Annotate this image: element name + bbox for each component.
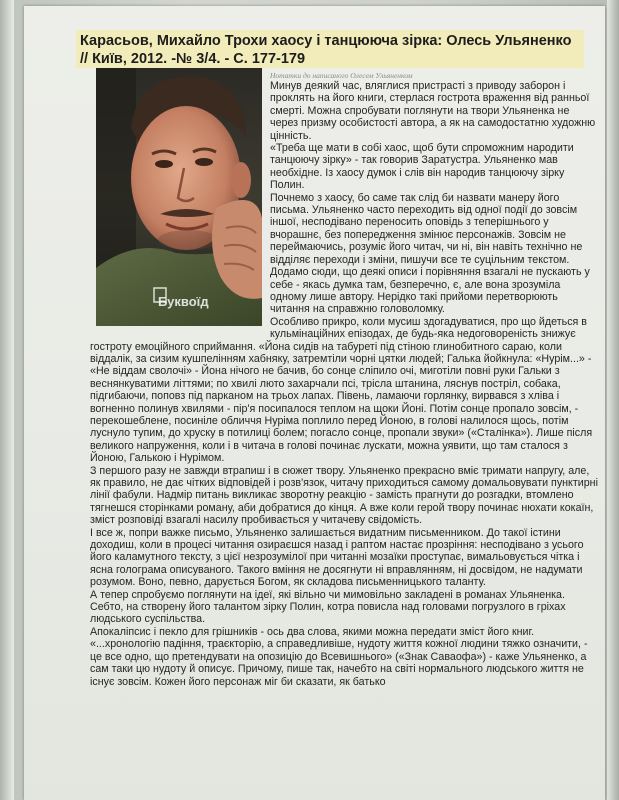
adjacent-sheet-right bbox=[607, 0, 619, 800]
paragraph: А тепер спробуємо поглянути на ідеї, які вільно чи мимовільно закладені в романах Ульяненка. Себто, на створену його талантом зірку Полин, котра повисла над головами погрузлого в гріхах людського суспільства. bbox=[90, 588, 566, 626]
image-caption: Нотатки до написаного Олесем Ульяненком bbox=[270, 71, 413, 80]
paragraph: І все ж, попри важке письмо, Ульяненко залишається видатним письменником. До такої істини доходиш, коли в процесі читання озираєшся назад і раптом настає прозріння: несподівано з усього його каламутного тексту, з цієї незрозумілої при читанні мозаїки проступає, вимальовується чітка і ясна голограма описуваного. Такого вміння не досягнути ні вправлянням, ні досвідом, не надумати розумом. Воно, певно, дарується Богом, як складова письменницького таланту. bbox=[90, 526, 584, 589]
paragraph: Особливо прикро, коли мусиш здогадуватися, про що йдеться в кульмінаційних епізодах, де будь-яка недоговореність знижує гостроту емоційного сприймання. «Йона сидів на табуреті під стіною глинобитного сараю, коли віддалік, за сизим кушпелінням хабняку, затремтіли чорні цятки людей; Галька йойкнула: «Нурім...» - «Не віддам сволочі» - Йона нічого не бачив, бо сонце сліпило очі, миготіли повні руки Гальки з веснянкуватими літтями; по хвилі люто захарчали псі, трісла штанина, ляснув постріл, собака, підгибаючи, поповз під парканом на трьох лапах. Півень, ламаючи горлянку, вирвався з хліва і вогненно полинув хвилями - пір'я посипалося теплом на щоки Йоні. Потім сонце пропало зовсім, - перекошеблене, посиніле обличчя Нуріма поплило перед Йоною, в голові налилося щось, потім луснуло тупим, до хруску в потилиці болем; погасло сонце, пропали звуки» («Сталінка»). Лише після великого напруження, коли і в читача в голові починає лускати, можна уявити, що там сталося з Йоною, Галькою і Нурімом. bbox=[90, 315, 593, 465]
bukvoid-watermark: Буквоїд bbox=[158, 294, 209, 309]
article-title: Карасьов, Михайло Трохи хаосу і танцюючa зірка: Олесь Ульяненко // Київ, 2012. -№ 3/4. - С. 177-179 bbox=[80, 33, 572, 67]
paragraph: З першого разу не завжди втрапиш і в сюжет твору. Ульяненко прекрасно вміє тримати напругу, але, як правило, не дає чітких відповідей і розв'язок, читачу приходиться самому домальовувати пунктирні лінії фабули. Надмір питань викликає зворотну реакцію - замість прагнути до розгадки, втомлено тягнешся сторінками роману, аби добратися до кінця. А вже коли герой твору починає нюхати кокаїн, зміст розповіді взагалі насилу пробивається у читачеву свідомість. bbox=[90, 464, 598, 527]
adjacent-sheet-left bbox=[0, 0, 14, 800]
paragraph: Минув деякий час, вляглися пристрасті з приводу заборон і проклять на його книги, стерлася гострота враження від ранньої смерті. Можна спробувати поглянути на твори Ульяненка не через призму особистості автора, а як на самодостатню художню цінність. bbox=[270, 80, 596, 142]
article-body bbox=[90, 80, 598, 688]
photo-float-spacer bbox=[88, 80, 266, 330]
paragraph: Апокаліпсис і пекло для грішників - ось два слова, якими можна передати зміст його книг. «...хронологію падіння, траєкторію, а справедливіше, нудоту життя кожної людини тяжко означити, - це все одно, що претендувати на опозицію до Всевишнього» («Знак Саваофа») - каже Ульяненко, а сам таки цю нудоту й описує. Причому, пише так, начебто на світі нормального людського життя не існує зовсім. Кожен його персонаж міг би сказати, як батько bbox=[90, 625, 588, 688]
paragraph: «Треба ще мати в собі хаос, щоб бути спроможним народити танцюючу зірку» - так говорив Заратустра. Ульяненко мав необхідне. Із хаосу думок і слів він народив танцюючу зірку Полин. bbox=[270, 142, 574, 192]
paragraph: Почнемо з хаосу, бо саме так слід би назвати манеру його письма. Ульяненко часто переходить від одної події до зовсім іншої, несподівано переносить оповідь з теперішнього у вчорашнє, без попередження змінює персонажів. Зовсім не переймаючись, розуміє його читач, чи ні, він навіть технічно не відділяє переходи і зміни, пишучи все те суцільним текстом. Додамо сюди, що деякі описи і порівняння взагалі не пускають у себе - якась думка там, безперечно, є, але вона зрозуміла одному лише автору. Нерідко такі прийоми перетворюють читання на справжню головоломку. bbox=[270, 191, 590, 316]
